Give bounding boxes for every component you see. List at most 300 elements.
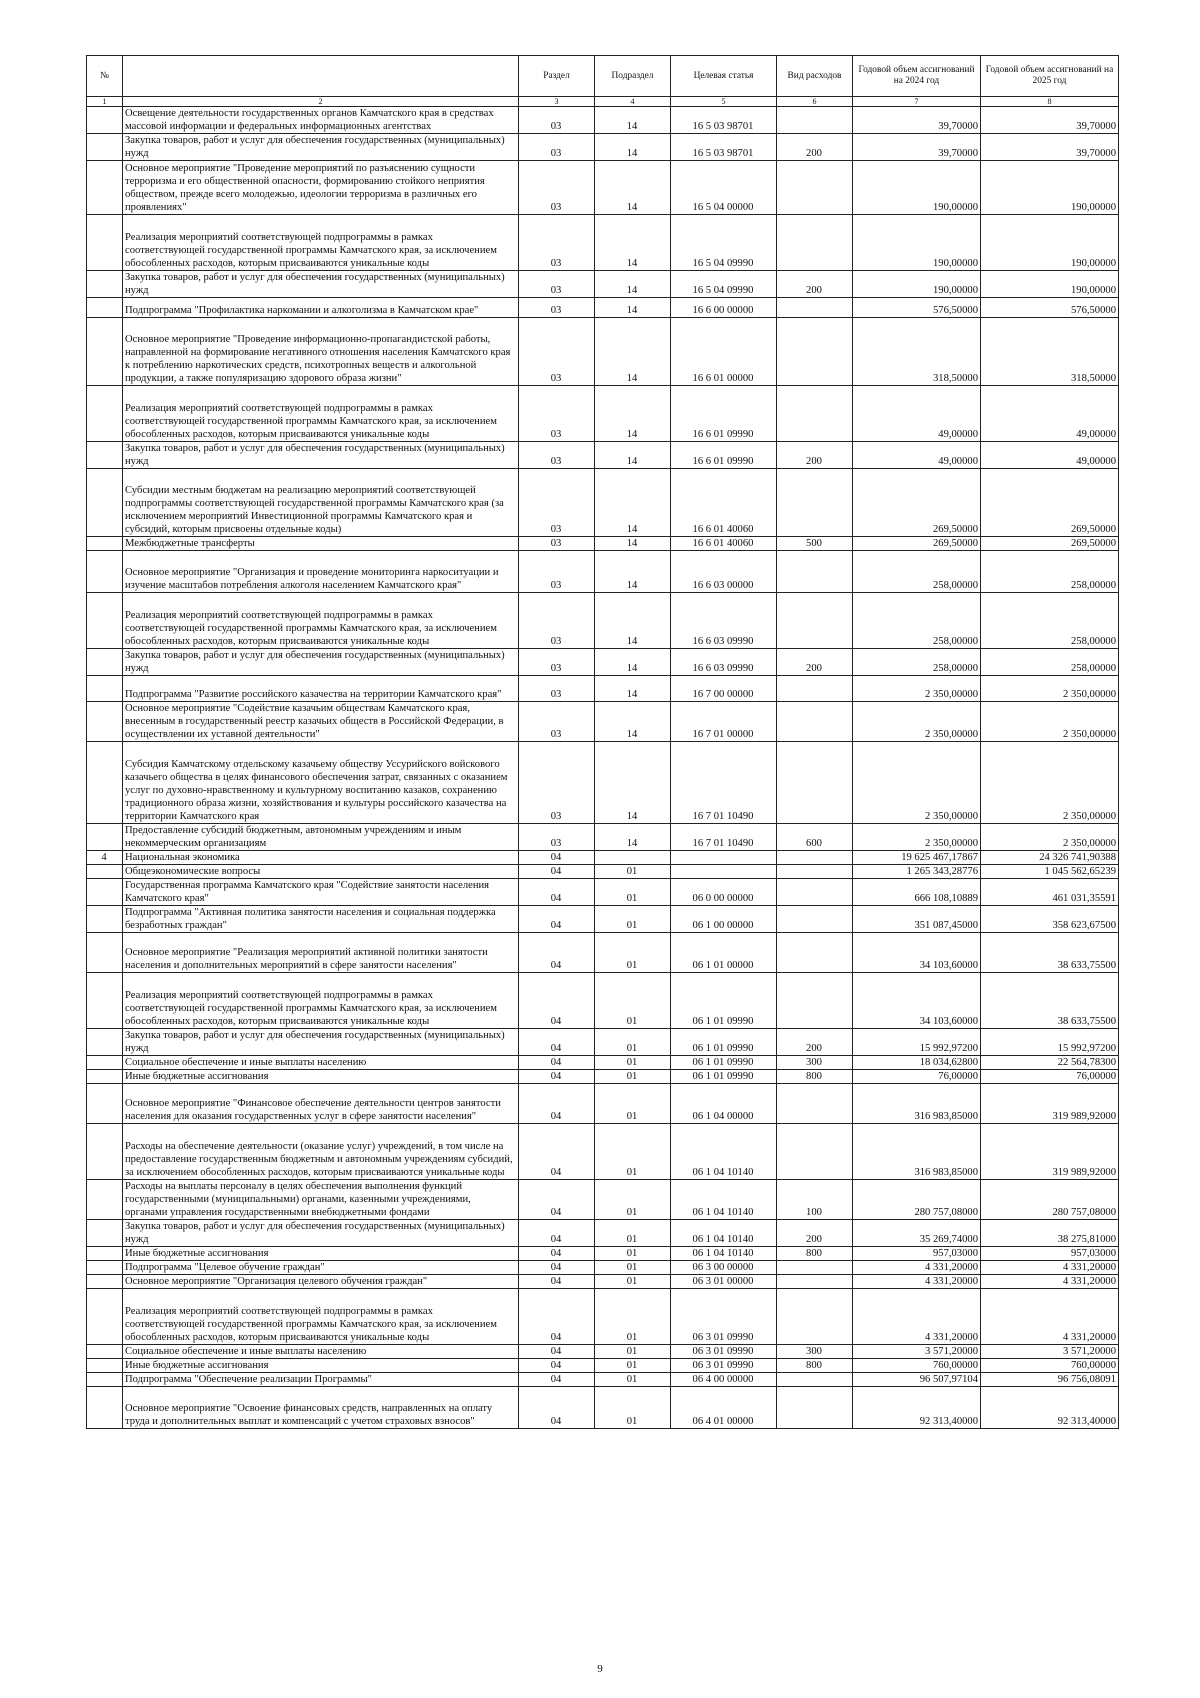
row-number — [87, 742, 123, 824]
row-target-article: 16 5 04 09990 — [671, 271, 777, 298]
row-name: Основное мероприятие "Проведение информационно-пропагандистской работы, направленной на формирование негативного отношения населения Камчатского края к потреблению наркотических средств, психотропных веществ и алкогольной продукции, а также популяризацию здорового образа жизни" — [123, 318, 519, 386]
row-amount-2024: 258,00000 — [853, 593, 981, 649]
row-amount-2024: 258,00000 — [853, 649, 981, 676]
row-razdel: 03 — [519, 318, 595, 386]
row-podrazdel: 01 — [595, 1359, 671, 1373]
table-row — [87, 851, 1119, 865]
column-number: 2 — [123, 97, 519, 107]
row-target-article: 06 1 01 09990 — [671, 1029, 777, 1056]
row-number — [87, 107, 123, 134]
row-number: 4 — [87, 851, 123, 865]
row-razdel: 04 — [519, 1387, 595, 1429]
row-razdel: 03 — [519, 215, 595, 271]
row-amount-2025: 258,00000 — [981, 649, 1119, 676]
row-name: Подпрограмма "Активная политика занятости населения и социальная поддержка безработных граждан" — [123, 906, 519, 933]
row-expense-type — [777, 386, 853, 442]
row-razdel: 04 — [519, 879, 595, 906]
row-number — [87, 271, 123, 298]
table-row — [87, 1261, 1119, 1275]
row-target-article: 16 6 00 00000 — [671, 298, 777, 318]
row-amount-2025: 4 331,20000 — [981, 1275, 1119, 1289]
table-row — [87, 318, 1119, 386]
row-amount-2024: 957,03000 — [853, 1247, 981, 1261]
row-expense-type — [777, 593, 853, 649]
header-amount-2024: Годовой объем ассигнований на 2024 год — [853, 56, 981, 97]
row-expense-type — [777, 161, 853, 215]
row-razdel: 03 — [519, 702, 595, 742]
row-podrazdel: 14 — [595, 469, 671, 537]
row-name: Основное мероприятие "Содействие казачьим обществам Камчатского края, внесенным в государственный реестр казачьих обществ в Российской Федерации, в осуществлении их уставной деятельности" — [123, 702, 519, 742]
row-name: Закупка товаров, работ и услуг для обеспечения государственных (муниципальных) нужд — [123, 1220, 519, 1247]
row-amount-2024: 4 331,20000 — [853, 1275, 981, 1289]
row-number — [87, 442, 123, 469]
table-row — [87, 215, 1119, 271]
row-podrazdel: 01 — [595, 1247, 671, 1261]
table-row — [87, 1180, 1119, 1220]
row-amount-2025: 24 326 741,90388 — [981, 851, 1119, 865]
row-target-article: 06 1 04 10140 — [671, 1180, 777, 1220]
row-target-article: 16 6 01 40060 — [671, 537, 777, 551]
row-podrazdel: 14 — [595, 386, 671, 442]
row-number — [87, 824, 123, 851]
row-expense-type — [777, 1084, 853, 1124]
row-amount-2024: 39,70000 — [853, 134, 981, 161]
row-amount-2025: 269,50000 — [981, 469, 1119, 537]
row-target-article: 16 7 00 00000 — [671, 676, 777, 702]
row-number — [87, 865, 123, 879]
row-podrazdel: 01 — [595, 1261, 671, 1275]
column-number: 6 — [777, 97, 853, 107]
row-name: Основное мероприятие "Проведение мероприятий по разъяснению сущности терроризма и его общественной опасности, формированию стойкого неприятия обществом, прежде всего молодежью, идеологии терроризма в различных его проявлениях" — [123, 161, 519, 215]
row-podrazdel: 14 — [595, 824, 671, 851]
row-name: Предоставление субсидий бюджетным, автономным учреждениям и иным некоммерческим организациям — [123, 824, 519, 851]
row-target-article: 06 1 01 00000 — [671, 933, 777, 973]
row-name: Реализация мероприятий соответствующей подпрограммы в рамках соответствующей государственной программы Камчатского края, за исключением обособленных расходов, которым присваиваются уникальные коды — [123, 215, 519, 271]
row-amount-2024: 280 757,08000 — [853, 1180, 981, 1220]
row-number — [87, 1220, 123, 1247]
table-row — [87, 676, 1119, 702]
row-expense-type — [777, 906, 853, 933]
table-row — [87, 442, 1119, 469]
row-name: Закупка товаров, работ и услуг для обеспечения государственных (муниципальных) нужд — [123, 134, 519, 161]
row-target-article — [671, 851, 777, 865]
row-podrazdel: 01 — [595, 1056, 671, 1070]
row-number — [87, 551, 123, 593]
row-name: Межбюджетные трансферты — [123, 537, 519, 551]
row-podrazdel: 14 — [595, 318, 671, 386]
row-podrazdel: 14 — [595, 742, 671, 824]
row-razdel: 04 — [519, 1359, 595, 1373]
row-number — [87, 1387, 123, 1429]
row-amount-2024: 760,00000 — [853, 1359, 981, 1373]
row-name: Основное мероприятие "Организация целевого обучения граждан" — [123, 1275, 519, 1289]
row-name: Подпрограмма "Обеспечение реализации Программы" — [123, 1373, 519, 1387]
row-target-article: 16 6 01 09990 — [671, 442, 777, 469]
row-name: Социальное обеспечение и иные выплаты населению — [123, 1345, 519, 1359]
row-target-article: 16 6 01 40060 — [671, 469, 777, 537]
row-podrazdel: 01 — [595, 906, 671, 933]
row-podrazdel: 01 — [595, 865, 671, 879]
row-number — [87, 469, 123, 537]
row-expense-type — [777, 318, 853, 386]
table-row — [87, 702, 1119, 742]
row-amount-2024: 34 103,60000 — [853, 973, 981, 1029]
row-number — [87, 386, 123, 442]
row-number — [87, 933, 123, 973]
row-podrazdel: 01 — [595, 1387, 671, 1429]
row-amount-2025: 319 989,92000 — [981, 1124, 1119, 1180]
row-number — [87, 676, 123, 702]
row-podrazdel: 14 — [595, 134, 671, 161]
row-name: Субсидия Камчатскому отдельскому казачьему обществу Уссурийского войскового казачьего общества в целях финансового обеспечения затрат, связанных с оказанием услуг по духовно-нравственному и культурному воспитанию казаков, сохранению традиционного образа жизни, хозяйствования и культуры российского казачества на территории Камчатского края — [123, 742, 519, 824]
row-target-article: 06 3 01 00000 — [671, 1275, 777, 1289]
row-name: Основное мероприятие "Организация и проведение мониторинга наркоситуации и изучение масштабов потребления алкоголя населением Камчатского края" — [123, 551, 519, 593]
header-name — [123, 56, 519, 97]
row-expense-type — [777, 469, 853, 537]
row-name: Расходы на выплаты персоналу в целях обеспечения выполнения функций государственными (муниципальными) органами, казенными учреждениями, органами управления государственными внебюджетными фондами — [123, 1180, 519, 1220]
row-podrazdel: 01 — [595, 1180, 671, 1220]
table-row — [87, 107, 1119, 134]
row-razdel: 04 — [519, 1084, 595, 1124]
table-row — [87, 1289, 1119, 1345]
row-name: Основное мероприятие "Финансовое обеспечение деятельности центров занятости населения для оказания государственных услуг в сфере занятости населения" — [123, 1084, 519, 1124]
row-amount-2024: 49,00000 — [853, 442, 981, 469]
row-expense-type: 100 — [777, 1180, 853, 1220]
table-row — [87, 298, 1119, 318]
row-expense-type: 200 — [777, 134, 853, 161]
row-expense-type — [777, 1289, 853, 1345]
table-row — [87, 593, 1119, 649]
row-expense-type: 500 — [777, 537, 853, 551]
row-target-article: 06 1 04 10140 — [671, 1220, 777, 1247]
table-row — [87, 1373, 1119, 1387]
row-name: Общеэкономические вопросы — [123, 865, 519, 879]
row-target-article: 16 7 01 10490 — [671, 742, 777, 824]
row-razdel: 04 — [519, 1029, 595, 1056]
row-name: Основное мероприятие "Освоение финансовых средств, направленных на оплату труда и дополнительных выплат и компенсаций с учетом страховых взносов" — [123, 1387, 519, 1429]
row-podrazdel: 01 — [595, 1084, 671, 1124]
row-number — [87, 161, 123, 215]
row-amount-2025: 269,50000 — [981, 537, 1119, 551]
row-amount-2024: 2 350,00000 — [853, 742, 981, 824]
row-expense-type: 200 — [777, 1029, 853, 1056]
header-amount-2025: Годовой объем ассигнований на 2025 год — [981, 56, 1119, 97]
row-razdel: 03 — [519, 593, 595, 649]
row-amount-2025: 461 031,35591 — [981, 879, 1119, 906]
row-amount-2025: 38 633,75500 — [981, 933, 1119, 973]
row-amount-2025: 4 331,20000 — [981, 1261, 1119, 1275]
row-amount-2025: 2 350,00000 — [981, 702, 1119, 742]
row-podrazdel: 01 — [595, 1345, 671, 1359]
row-number — [87, 1359, 123, 1373]
row-target-article: 06 1 04 10140 — [671, 1247, 777, 1261]
row-razdel: 04 — [519, 906, 595, 933]
row-podrazdel: 14 — [595, 551, 671, 593]
row-expense-type: 300 — [777, 1345, 853, 1359]
row-target-article: 06 0 00 00000 — [671, 879, 777, 906]
row-razdel: 03 — [519, 134, 595, 161]
row-razdel: 04 — [519, 1345, 595, 1359]
row-number — [87, 1275, 123, 1289]
row-podrazdel: 01 — [595, 1373, 671, 1387]
row-amount-2025: 319 989,92000 — [981, 1084, 1119, 1124]
table-row — [87, 1070, 1119, 1084]
row-target-article: 06 1 04 00000 — [671, 1084, 777, 1124]
table-row — [87, 1247, 1119, 1261]
table-row — [87, 879, 1119, 906]
row-podrazdel: 14 — [595, 107, 671, 134]
row-target-article: 16 5 03 98701 — [671, 134, 777, 161]
row-amount-2025: 92 313,40000 — [981, 1387, 1119, 1429]
row-podrazdel: 14 — [595, 298, 671, 318]
row-razdel: 03 — [519, 442, 595, 469]
row-razdel: 03 — [519, 537, 595, 551]
row-number — [87, 1345, 123, 1359]
row-number — [87, 1070, 123, 1084]
row-amount-2024: 316 983,85000 — [853, 1124, 981, 1180]
column-number: 5 — [671, 97, 777, 107]
row-amount-2024: 19 625 467,17867 — [853, 851, 981, 865]
table-row — [87, 1084, 1119, 1124]
row-expense-type: 600 — [777, 824, 853, 851]
row-amount-2025: 15 992,97200 — [981, 1029, 1119, 1056]
row-amount-2024: 2 350,00000 — [853, 824, 981, 851]
row-amount-2025: 2 350,00000 — [981, 824, 1119, 851]
row-target-article: 06 1 04 10140 — [671, 1124, 777, 1180]
row-number — [87, 702, 123, 742]
row-amount-2024: 2 350,00000 — [853, 676, 981, 702]
row-number — [87, 1124, 123, 1180]
row-amount-2025: 957,03000 — [981, 1247, 1119, 1261]
row-name: Закупка товаров, работ и услуг для обеспечения государственных (муниципальных) нужд — [123, 271, 519, 298]
row-target-article: 16 5 04 09990 — [671, 215, 777, 271]
row-podrazdel: 14 — [595, 161, 671, 215]
row-amount-2024: 258,00000 — [853, 551, 981, 593]
header-razdel: Раздел — [519, 56, 595, 97]
row-expense-type: 800 — [777, 1247, 853, 1261]
row-expense-type — [777, 215, 853, 271]
row-amount-2024: 2 350,00000 — [853, 702, 981, 742]
header-number: № — [87, 56, 123, 97]
row-razdel: 04 — [519, 1247, 595, 1261]
row-name: Реализация мероприятий соответствующей подпрограммы в рамках соответствующей государственной программы Камчатского края, за исключением обособленных расходов, которым присваиваются уникальные коды — [123, 1289, 519, 1345]
row-expense-type: 200 — [777, 1220, 853, 1247]
table-row — [87, 1359, 1119, 1373]
row-expense-type — [777, 973, 853, 1029]
row-target-article — [671, 865, 777, 879]
row-expense-type: 800 — [777, 1070, 853, 1084]
budget-allocation-table — [86, 55, 1119, 1429]
row-amount-2024: 351 087,45000 — [853, 906, 981, 933]
row-razdel: 04 — [519, 973, 595, 1029]
row-podrazdel — [595, 851, 671, 865]
row-name: Реализация мероприятий соответствующей подпрограммы в рамках соответствующей государственной программы Камчатского края, за исключением обособленных расходов, которым присваиваются уникальные коды — [123, 593, 519, 649]
row-target-article: 16 7 01 10490 — [671, 824, 777, 851]
row-razdel: 04 — [519, 1261, 595, 1275]
page-number: 9 — [597, 1663, 603, 1675]
row-amount-2025: 318,50000 — [981, 318, 1119, 386]
table-row — [87, 161, 1119, 215]
row-target-article: 06 1 01 09990 — [671, 1070, 777, 1084]
row-amount-2024: 1 265 343,28776 — [853, 865, 981, 879]
row-razdel: 04 — [519, 933, 595, 973]
row-amount-2024: 190,00000 — [853, 215, 981, 271]
row-expense-type — [777, 879, 853, 906]
row-expense-type: 200 — [777, 442, 853, 469]
row-target-article: 16 6 01 09990 — [671, 386, 777, 442]
table-row — [87, 906, 1119, 933]
row-razdel: 03 — [519, 649, 595, 676]
row-amount-2025: 190,00000 — [981, 215, 1119, 271]
row-amount-2025: 280 757,08000 — [981, 1180, 1119, 1220]
row-razdel: 03 — [519, 469, 595, 537]
row-podrazdel: 14 — [595, 537, 671, 551]
row-podrazdel: 14 — [595, 593, 671, 649]
row-amount-2024: 576,50000 — [853, 298, 981, 318]
row-amount-2024: 4 331,20000 — [853, 1261, 981, 1275]
row-amount-2024: 3 571,20000 — [853, 1345, 981, 1359]
row-name: Расходы на обеспечение деятельности (оказание услуг) учреждений, в том числе на предоставление государственным бюджетным и автономным учреждениям субсидий, за исключением обособленных расходов, которым присваиваются уникальные коды — [123, 1124, 519, 1180]
row-number — [87, 215, 123, 271]
row-target-article: 06 4 00 00000 — [671, 1373, 777, 1387]
row-target-article: 06 1 01 09990 — [671, 1056, 777, 1070]
row-target-article: 06 3 01 09990 — [671, 1359, 777, 1373]
row-number — [87, 318, 123, 386]
row-name: Подпрограмма "Развитие российского казачества на территории Камчатского края" — [123, 676, 519, 702]
row-expense-type — [777, 551, 853, 593]
row-target-article: 06 4 01 00000 — [671, 1387, 777, 1429]
row-podrazdel: 14 — [595, 702, 671, 742]
row-amount-2024: 49,00000 — [853, 386, 981, 442]
row-target-article: 16 6 03 00000 — [671, 551, 777, 593]
row-expense-type — [777, 702, 853, 742]
header-target-article: Целевая статья — [671, 56, 777, 97]
row-name: Иные бюджетные ассигнования — [123, 1247, 519, 1261]
row-podrazdel: 14 — [595, 215, 671, 271]
row-expense-type — [777, 1261, 853, 1275]
row-amount-2025: 258,00000 — [981, 593, 1119, 649]
table-row — [87, 1387, 1119, 1429]
row-expense-type: 200 — [777, 649, 853, 676]
row-razdel: 03 — [519, 107, 595, 134]
row-amount-2024: 15 992,97200 — [853, 1029, 981, 1056]
row-expense-type — [777, 107, 853, 134]
table-row — [87, 824, 1119, 851]
row-razdel: 04 — [519, 1180, 595, 1220]
row-podrazdel: 01 — [595, 973, 671, 1029]
header-expense-type: Вид расходов — [777, 56, 853, 97]
table-row — [87, 134, 1119, 161]
row-amount-2024: 318,50000 — [853, 318, 981, 386]
table-row — [87, 865, 1119, 879]
row-target-article: 16 5 04 00000 — [671, 161, 777, 215]
row-expense-type — [777, 1124, 853, 1180]
row-name: Иные бюджетные ассигнования — [123, 1359, 519, 1373]
row-amount-2024: 34 103,60000 — [853, 933, 981, 973]
row-amount-2025: 49,00000 — [981, 386, 1119, 442]
row-number — [87, 973, 123, 1029]
row-razdel: 03 — [519, 161, 595, 215]
row-amount-2025: 1 045 562,65239 — [981, 865, 1119, 879]
row-amount-2024: 269,50000 — [853, 537, 981, 551]
column-number: 7 — [853, 97, 981, 107]
row-name: Субсидии местным бюджетам на реализацию мероприятий соответствующей подпрограммы соответствующей государственной программы Камчатского края (за исключением мероприятий Инвестиционной программы Камчатского края и субсидий, которым присвоены отдельные коды) — [123, 469, 519, 537]
header-column-numbers — [87, 97, 1119, 107]
budget-table-sheet — [86, 55, 1118, 1429]
row-podrazdel: 01 — [595, 1029, 671, 1056]
row-number — [87, 1261, 123, 1275]
header-podrazdel: Подраздел — [595, 56, 671, 97]
row-amount-2024: 666 108,10889 — [853, 879, 981, 906]
row-amount-2025: 96 756,08091 — [981, 1373, 1119, 1387]
row-razdel: 04 — [519, 1373, 595, 1387]
row-podrazdel: 01 — [595, 1124, 671, 1180]
row-amount-2024: 4 331,20000 — [853, 1289, 981, 1345]
row-number — [87, 1289, 123, 1345]
row-expense-type — [777, 742, 853, 824]
row-amount-2025: 39,70000 — [981, 134, 1119, 161]
column-number: 3 — [519, 97, 595, 107]
column-number: 8 — [981, 97, 1119, 107]
row-razdel: 04 — [519, 851, 595, 865]
row-amount-2024: 35 269,74000 — [853, 1220, 981, 1247]
row-target-article: 16 5 03 98701 — [671, 107, 777, 134]
table-row — [87, 469, 1119, 537]
row-amount-2025: 3 571,20000 — [981, 1345, 1119, 1359]
table-row — [87, 1056, 1119, 1070]
row-amount-2024: 269,50000 — [853, 469, 981, 537]
row-razdel: 03 — [519, 676, 595, 702]
row-amount-2025: 39,70000 — [981, 107, 1119, 134]
row-expense-type — [777, 1387, 853, 1429]
row-expense-type — [777, 1275, 853, 1289]
row-number — [87, 1373, 123, 1387]
row-number — [87, 593, 123, 649]
row-number — [87, 1247, 123, 1261]
row-podrazdel: 01 — [595, 1289, 671, 1345]
column-number: 4 — [595, 97, 671, 107]
row-amount-2024: 190,00000 — [853, 161, 981, 215]
row-name: Освещение деятельности государственных органов Камчатского края в средствах массовой информации и федеральных информационных агентствах — [123, 107, 519, 134]
row-name: Социальное обеспечение и иные выплаты населению — [123, 1056, 519, 1070]
row-name: Реализация мероприятий соответствующей подпрограммы в рамках соответствующей государственной программы Камчатского края, за исключением обособленных расходов, которым присваиваются уникальные коды — [123, 973, 519, 1029]
row-amount-2025: 2 350,00000 — [981, 742, 1119, 824]
row-expense-type — [777, 676, 853, 702]
row-amount-2025: 38 633,75500 — [981, 973, 1119, 1029]
row-amount-2025: 38 275,81000 — [981, 1220, 1119, 1247]
row-name: Национальная экономика — [123, 851, 519, 865]
row-podrazdel: 14 — [595, 649, 671, 676]
row-amount-2025: 4 331,20000 — [981, 1289, 1119, 1345]
row-name: Реализация мероприятий соответствующей подпрограммы в рамках соответствующей государственной программы Камчатского края, за исключением обособленных расходов, которым присваиваются уникальные коды — [123, 386, 519, 442]
row-razdel: 04 — [519, 1124, 595, 1180]
row-razdel: 03 — [519, 824, 595, 851]
row-number — [87, 1029, 123, 1056]
row-name: Основное мероприятие "Реализация мероприятий активной политики занятости населения и дополнительных мероприятий в сфере занятости населения" — [123, 933, 519, 973]
row-expense-type: 200 — [777, 271, 853, 298]
row-target-article: 06 3 00 00000 — [671, 1261, 777, 1275]
row-amount-2025: 22 564,78300 — [981, 1056, 1119, 1070]
row-podrazdel: 01 — [595, 933, 671, 973]
table-row — [87, 537, 1119, 551]
row-name: Закупка товаров, работ и услуг для обеспечения государственных (муниципальных) нужд — [123, 1029, 519, 1056]
row-number — [87, 906, 123, 933]
row-podrazdel: 01 — [595, 879, 671, 906]
row-podrazdel: 01 — [595, 1220, 671, 1247]
table-row — [87, 386, 1119, 442]
row-razdel: 04 — [519, 1070, 595, 1084]
row-name: Закупка товаров, работ и услуг для обеспечения государственных (муниципальных) нужд — [123, 649, 519, 676]
